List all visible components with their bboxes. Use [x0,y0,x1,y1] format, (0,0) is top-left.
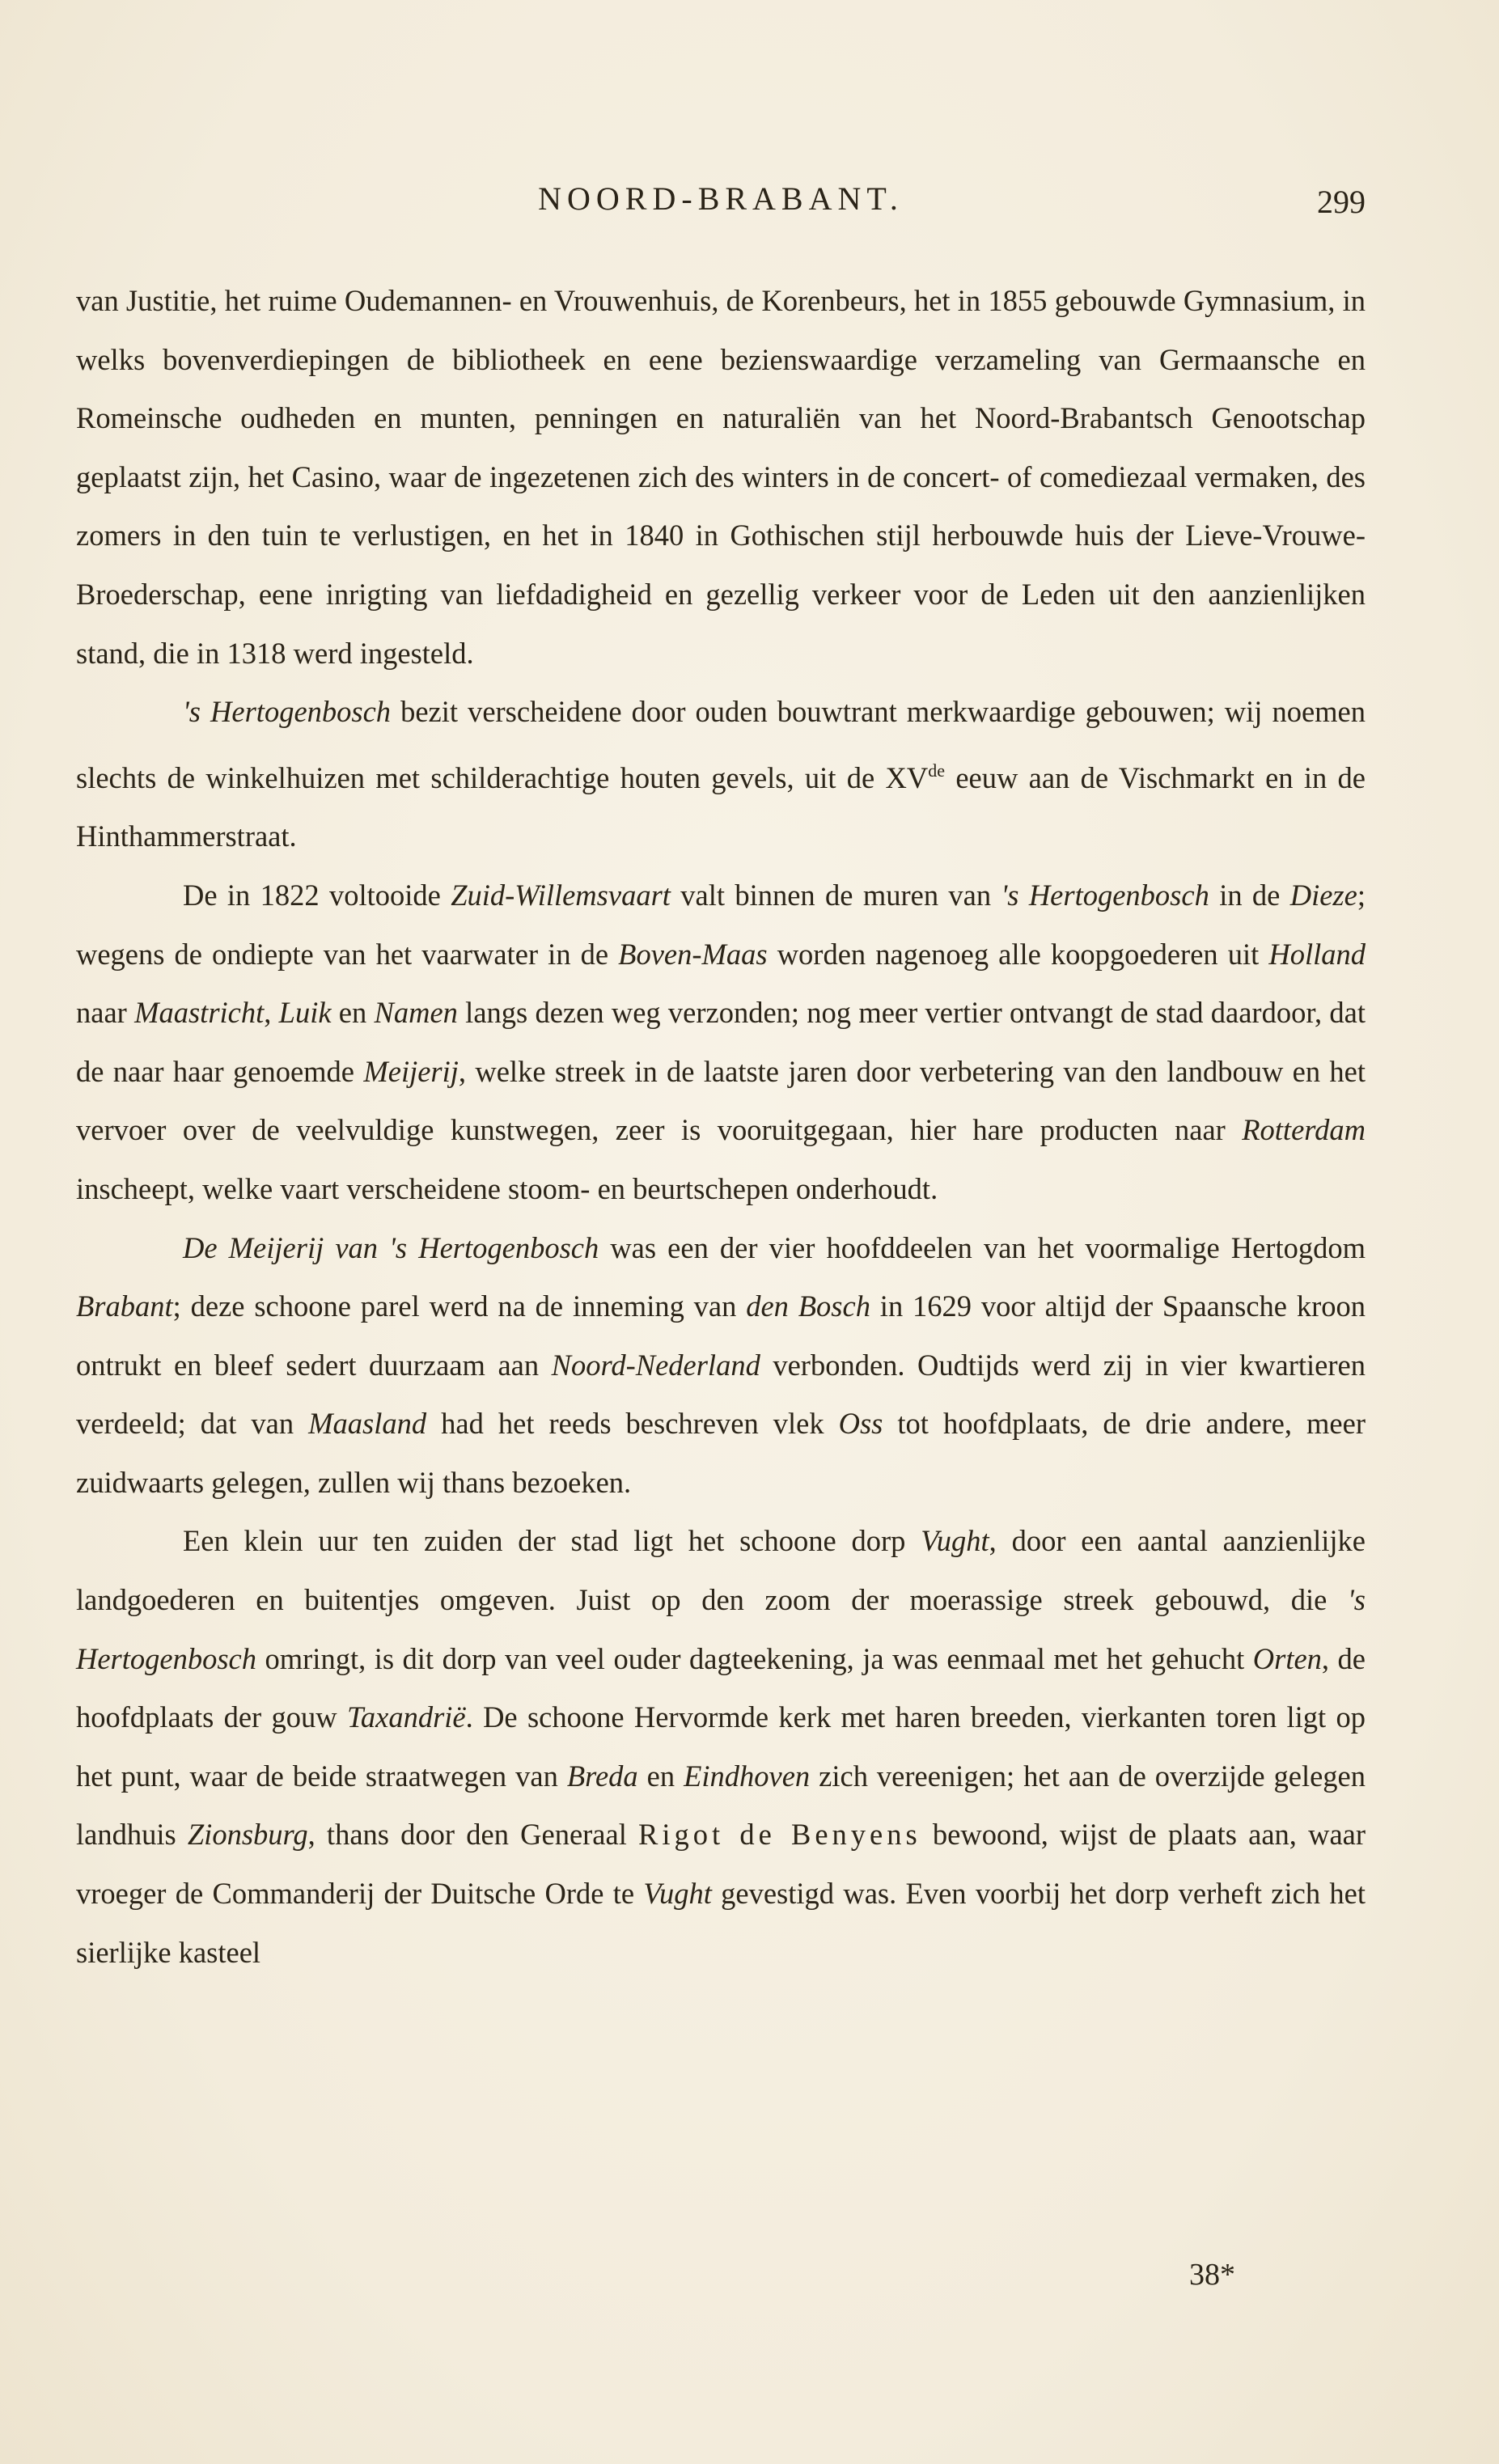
italic-run: Noord-Nederland [551,1348,760,1382]
italic-run: Maasland [308,1407,427,1441]
text-run: zich vereenigen; het aan de overzijde gelegen landhuis [76,1759,1366,1852]
page-number: 299 [1317,184,1366,220]
italic-run: den Bosch [746,1289,870,1323]
italic-run: Brabant [76,1289,173,1323]
italic-run: Zuid-Willemsvaart [451,878,671,912]
spaced-name-run: Rigot de Benyens [638,1818,921,1852]
text-run: was een der vier hoofddeelen van het voormalige Hertogdom [599,1230,1366,1264]
paragraph [76,1219,1366,1513]
text-run: naar [76,996,135,1030]
paragraph [76,1512,1366,1982]
italic-run: Vught [643,1877,712,1911]
text-run: in de [1209,878,1290,912]
italic-run: Orten [1252,1641,1322,1675]
running-head [76,180,1366,228]
italic-run: Namen [374,996,458,1030]
text-run: bezit verscheidene door ouden bouwtrant merkwaardige gebouwen; wij noemen slechts de winkelhuizen met schilderachtige houten gevels, uit de XV [76,695,1366,794]
text-run: . De schoone Hervormde kerk met haren breeden, vierkanten toren ligt op het punt, waar de beide straatwegen van [76,1700,1366,1793]
italic-run: 's Hertogenbosch [183,695,392,729]
text-run: en [331,996,375,1030]
italic-run: Breda [566,1759,638,1793]
italic-run: 's Hertogenbosch [1001,878,1209,912]
text-run: , [264,996,279,1030]
text-run: valt binnen de muren van [670,878,1001,912]
text-run: De in 1822 voltooide [183,878,451,912]
italic-run: Vught [921,1524,989,1558]
italic-run: De Meijerij van 's Hertogenbosch [183,1230,599,1264]
text-run: eeuw aan de Vischmarkt en in de Hinthammerstraat. [76,760,1366,853]
italic-run: Oss [838,1407,883,1441]
italic-run: Dieze [1289,878,1357,912]
text-run: van Justitie, het ruime Oudemannen- en Vrouwenhuis, de Korenbeurs, het in 1855 gebouwde Gymnasium, in welks bovenverdiepingen de bibliotheek en eene bezienswaardige verzameling van Germaansche en Romeinsche oudheden en munten, penningen en naturaliën van het Noord-Brabantsch Genootschap geplaatst zijn, het Casino, waar de ingezetenen zich des winters in de concert- of comediezaal vermaken, des zomers in den tuin te verlustigen, en het in 1840 in Gothischen stijl herbouwde huis der Lieve-Vrouwe-Broederschap, eene inrigting van liefdadigheid en gezellig verkeer voor de Leden uit den aanzienlijken stand, die in 1318 werd ingesteld. [76,284,1366,670]
paragraph [76,683,1366,866]
text-run: omringt, is dit dorp van veel ouder dagteekening, ja was eenmaal met het gehucht [256,1641,1253,1675]
paragraph [76,866,1366,1219]
italic-run: Luik [278,996,332,1030]
body-text [76,272,1366,1982]
text-run: in 1629 voor altijd der Spaansche kroon ontrukt en bleef sedert duurzaam aan [76,1289,1366,1382]
italic-run: Zionsburg [187,1818,308,1852]
italic-run: Holland [1268,937,1366,971]
text-run: had het reeds beschreven vlek [426,1407,839,1441]
superscript-run: de [928,760,946,781]
text-run: tot hoofdplaats, de drie andere, meer zuidwaarts gelegen, zullen wij thans bezoeken. [76,1407,1366,1499]
text-run: ; wegens de ondiepte van het vaarwater in de [76,878,1366,971]
italic-run: Taxandrië [346,1700,466,1734]
text-run: ; deze schoone parel werd na de inneming van [172,1289,747,1323]
italic-run: Eindhoven [684,1759,811,1793]
text-run: gevestigd was. Even voorbij het dorp verheft zich het sierlijke kasteel [76,1877,1366,1969]
text-run: , de hoofdplaats der gouw [76,1641,1366,1734]
italic-run: Rotterdam [1242,1113,1366,1147]
running-title: NOORD-BRABANT. [538,180,904,217]
text-run: , door een aantal aanzienlijke landgoederen en buitentjes omgeven. Juist op den zoom der moerassige streek gebouwd, die [76,1524,1366,1617]
italic-run: 's Hertogenbosch [76,1583,1366,1675]
italic-run: Maastricht [134,996,265,1030]
text-run: , welke streek in de laatste jaren door verbetering van den landbouw en het vervoer over de veelvuldige kunstwegen, zeer is vooruitgegaan, hier hare producten naar [76,1054,1366,1147]
paragraph [76,272,1366,683]
italic-run: Meijerij [363,1054,459,1088]
text-run: inscheept, welke vaart verscheidene stoom- en beurtschepen onderhoudt. [76,1171,938,1205]
text-run: Een klein uur ten zuiden der stad ligt het schoone dorp [183,1524,921,1558]
text-run: bewoond, wijst de plaats aan, waar vroeger de Commanderij der Duitsche Orde te [76,1818,1366,1911]
text-run: verbonden. Oudtijds werd zij in vier kwartieren verdeeld; dat van [76,1348,1366,1441]
text-run: en [637,1759,684,1793]
text-run: langs dezen weg verzonden; nog meer vertier ontvangt de stad daardoor, dat de naar haar genoemde [76,996,1366,1088]
text-run: , thans door den Generaal [307,1818,639,1852]
signature-mark: 38* [1189,2258,1235,2292]
text-run: worden nagenoeg alle koopgoederen uit [767,937,1269,971]
italic-run: Boven-Maas [618,937,768,971]
